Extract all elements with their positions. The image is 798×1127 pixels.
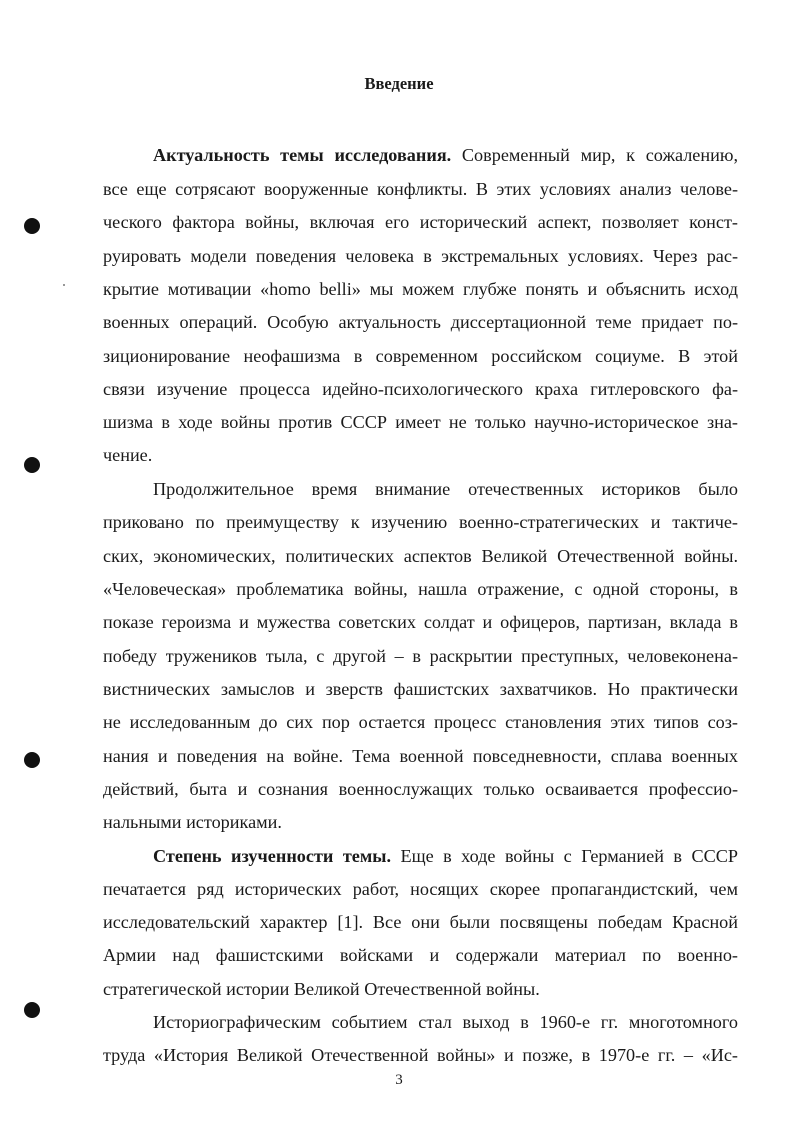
text-line: крытие мотивации «homo belli» мы можем глубже понять и объяснить исход xyxy=(103,279,738,299)
text-line: приковано по преимуществу к изучению военно-стратегических и тактиче- xyxy=(103,512,738,532)
text-line: печатается ряд исторических работ, носящих скорее пропагандистский, чем xyxy=(103,879,738,899)
scan-speck xyxy=(63,284,65,286)
text-line: вистнических замыслов и зверств фашистских захватчиков. Но практически xyxy=(103,679,738,699)
text-line: Историографическим событием стал выход в 1960-е гг. многотомного xyxy=(153,1012,738,1032)
text-line: нания и поведения на войне. Тема военной повседневности, сплава военных xyxy=(103,746,738,766)
text-line: шизма в ходе войны против СССР имеет не только научно-историческое зна- xyxy=(103,412,738,432)
punch-hole-icon xyxy=(24,752,40,768)
punch-hole-icon xyxy=(24,457,40,473)
paragraph-lead: Актуальность темы исследования. xyxy=(153,145,452,165)
text-line: руировать модели поведения человека в экстремальных условиях. Через рас- xyxy=(103,246,738,266)
text-line: показе героизма и мужества советских солдат и офицеров, партизан, вклада в xyxy=(103,612,738,632)
text-line: нальными историками. xyxy=(103,812,282,832)
text-line xyxy=(153,143,738,167)
text-line: связи изучение процесса идейно-психологического краха гитлеровского фа- xyxy=(103,379,738,399)
text-span: Еще в ходе войны с Германией в СССР xyxy=(391,846,738,866)
text-line: исследовательский характер [1]. Все они были посвящены победам Красной xyxy=(103,912,738,932)
page-number: 3 xyxy=(395,1072,403,1088)
text-line: Продолжительное время внимание отечественных историков было xyxy=(153,479,738,499)
text-line: Армии над фашистскими войсками и содержали материал по военно- xyxy=(103,945,738,965)
text-line: не исследованным до сих пор остается процесс становления этих типов соз- xyxy=(103,712,738,732)
text-line: «Человеческая» проблематика войны, нашла отражение, с одной стороны, в xyxy=(103,579,738,599)
punch-hole-icon xyxy=(24,218,40,234)
section-heading: Введение xyxy=(364,74,434,93)
text-line: действий, быта и сознания военнослужащих только осваивается профессио- xyxy=(103,779,738,799)
punch-hole-icon xyxy=(24,1002,40,1018)
text-line: все еще сотрясают вооруженные конфликты. В этих условиях анализ челове- xyxy=(103,179,738,199)
text-line: победу тружеников тыла, с другой – в раскрытии преступных, человеконена- xyxy=(103,646,738,666)
text-line: зиционирование неофашизма в современном российском социуме. В этой xyxy=(103,346,738,366)
text-line: ских, экономических, политических аспектов Великой Отечественной войны. xyxy=(103,546,738,566)
text-line: стратегической истории Великой Отечественной войны. xyxy=(103,979,540,999)
text-line xyxy=(153,844,738,868)
text-line: труда «История Великой Отечественной войны» и позже, в 1970-е гг. – «Ис- xyxy=(103,1045,738,1065)
text-span: Современный мир, к сожалению, xyxy=(451,145,738,165)
paragraph-lead: Степень изученности темы. xyxy=(153,846,391,866)
text-line: ческого фактора войны, включая его исторический аспект, позволяет конст- xyxy=(103,212,738,232)
text-line: чение. xyxy=(103,445,153,465)
text-line: военных операций. Особую актуальность диссертационной теме придает по- xyxy=(103,312,738,332)
